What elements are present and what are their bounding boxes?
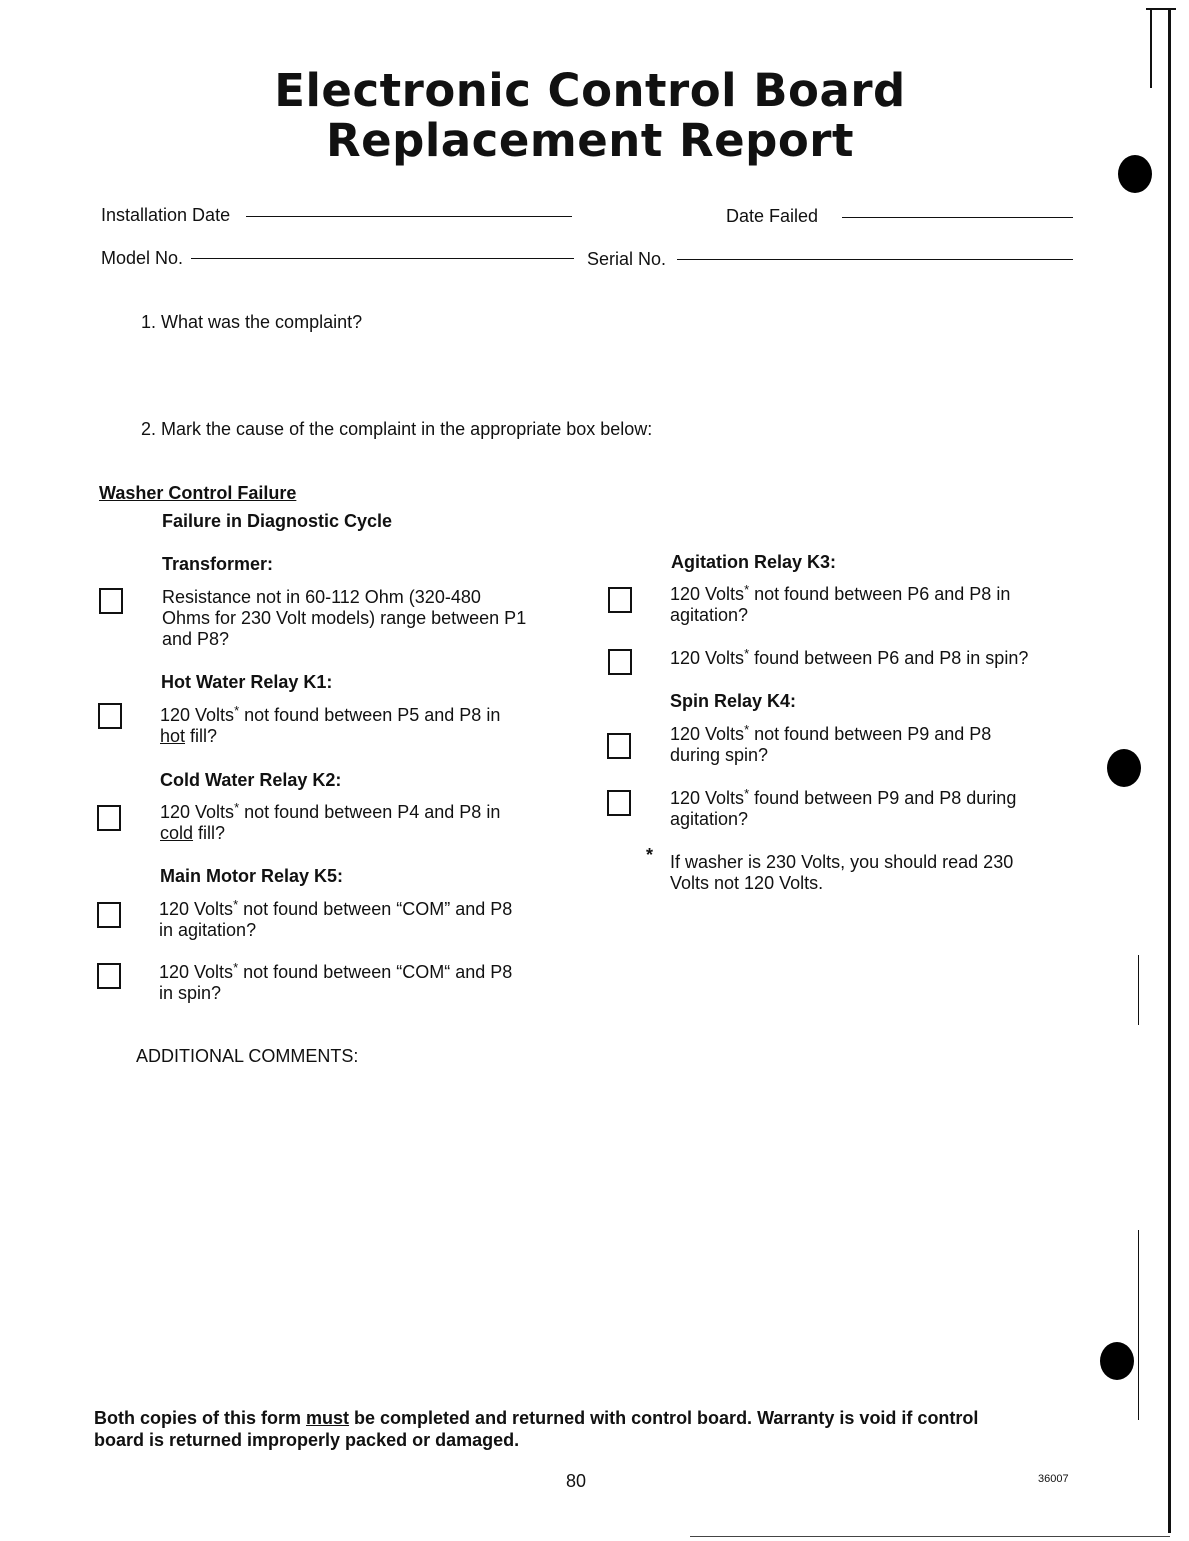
spin-relay-spin-line-2: during spin? (670, 745, 769, 765)
page-title (0, 66, 1180, 166)
title-line-1: Electronic Control Board (274, 64, 906, 117)
hot-underlined: hot (160, 726, 186, 746)
main-motor-spin-text (159, 962, 512, 1004)
main-motor-heading: Main Motor Relay K5: (160, 866, 344, 886)
asterisk: * (233, 960, 239, 975)
asterisk: * (744, 722, 750, 737)
agitation-relay-agitation-text (670, 584, 1010, 626)
footer-notice (94, 1407, 978, 1451)
hot-water-heading: Hot Water Relay K1: (161, 672, 333, 692)
volts-label: 120 Volts (670, 788, 745, 808)
volts-label: 120 Volts (670, 584, 745, 604)
volts-label: 120 Volts (160, 705, 235, 725)
spin-relay-spin-rest: not found between P9 and P8 (749, 724, 992, 744)
cold-water-heading: Cold Water Relay K2: (160, 770, 342, 790)
hot-water-text-rest: not found between P5 and P8 in (239, 705, 501, 725)
asterisk: * (744, 646, 750, 661)
footer-text-a: Both copies of this form (94, 1408, 307, 1428)
installation-date-label: Installation Date (101, 205, 231, 225)
serial-no-line[interactable] (677, 259, 1073, 260)
spin-relay-agitation-checkbox[interactable] (607, 790, 631, 816)
page-edge-line (1168, 8, 1171, 1533)
agitation-relay-heading: Agitation Relay K3: (671, 552, 837, 572)
title-line-2: Replacement Report (326, 114, 854, 167)
model-no-label: Model No. (101, 248, 184, 268)
cold-water-text-rest: not found between P4 and P8 in (239, 802, 501, 822)
main-motor-agitation-checkbox[interactable] (97, 902, 121, 928)
page-number: 80 (566, 1471, 587, 1491)
agitation-relay-agitation-line-2: agitation? (670, 605, 749, 625)
question-1: 1. What was the complaint? (141, 312, 363, 332)
hot-water-checkbox[interactable] (98, 703, 122, 729)
spin-relay-agitation-text (670, 788, 1016, 830)
spin-relay-spin-checkbox[interactable] (607, 733, 631, 759)
transformer-heading: Transformer: (162, 554, 274, 574)
main-motor-agitation-rest: not found between “COM” and P8 (238, 899, 513, 919)
transformer-text-line-3: and P8? (162, 629, 230, 649)
main-motor-spin-checkbox[interactable] (97, 963, 121, 989)
transformer-text-line-1: Resistance not in 60-112 Ohm (320-480 (162, 587, 481, 607)
footer-line-2: board is returned improperly packed or damaged. (94, 1430, 520, 1450)
agitation-relay-spin-text (670, 648, 1028, 669)
cold-underlined: cold (160, 823, 194, 843)
model-no-line[interactable] (191, 258, 574, 259)
main-motor-agitation-text (159, 899, 512, 941)
date-failed-line[interactable] (842, 217, 1073, 218)
cold-water-checkbox[interactable] (97, 805, 121, 831)
note-asterisk: * (646, 845, 654, 865)
hot-fill-text: fill? (185, 726, 218, 746)
binder-hole-middle (1107, 749, 1141, 787)
agitation-relay-spin-rest: found between P6 and P8 in spin? (749, 648, 1029, 668)
question-2: 2. Mark the cause of the complaint in the appropriate box below: (141, 419, 653, 439)
spin-relay-heading: Spin Relay K4: (670, 691, 797, 711)
footer-must: must (306, 1408, 350, 1428)
voltage-note-line-2: Volts not 120 Volts. (670, 873, 824, 893)
page-edge-line (1138, 1230, 1139, 1420)
spin-relay-spin-text (670, 724, 991, 766)
cold-fill-text: fill? (193, 823, 226, 843)
asterisk: * (233, 897, 239, 912)
serial-no-label: Serial No. (587, 249, 667, 269)
transformer-checkbox[interactable] (99, 588, 123, 614)
voltage-note-line-1: If washer is 230 Volts, you should read 230 (670, 852, 1014, 872)
page-edge-line (1138, 955, 1139, 1025)
hot-water-text (160, 705, 500, 747)
transformer-text-line-2: Ohms for 230 Volt models) range between P1 (162, 608, 527, 628)
spin-relay-agitation-rest: found between P9 and P8 during (749, 788, 1017, 808)
main-motor-spin-rest: not found between “COM“ and P8 (238, 962, 513, 982)
asterisk: * (234, 800, 240, 815)
asterisk: * (234, 703, 240, 718)
agitation-relay-agitation-checkbox[interactable] (608, 587, 632, 613)
volts-label: 120 Volts (670, 724, 745, 744)
cold-water-text (160, 802, 500, 844)
asterisk: * (744, 582, 750, 597)
volts-label: 120 Volts (160, 802, 235, 822)
transformer-text (162, 587, 526, 650)
footer-text-b: be completed and returned with control board. Warranty is void if control (349, 1408, 979, 1428)
page-edge-line (1150, 8, 1152, 88)
agitation-relay-agitation-rest: not found between P6 and P8 in (749, 584, 1011, 604)
binder-hole-top (1118, 155, 1152, 193)
subsection-title: Failure in Diagnostic Cycle (162, 511, 393, 531)
installation-date-line[interactable] (246, 216, 572, 217)
additional-comments-label: ADDITIONAL COMMENTS: (136, 1046, 359, 1066)
binder-hole-bottom (1100, 1342, 1134, 1380)
asterisk: * (744, 786, 750, 801)
page-edge-line (690, 1536, 1170, 1537)
volts-label: 120 Volts (159, 962, 234, 982)
agitation-relay-spin-checkbox[interactable] (608, 649, 632, 675)
form-code: 36007 (1038, 1473, 1069, 1485)
voltage-note (670, 852, 1013, 894)
date-failed-label: Date Failed (726, 206, 819, 226)
volts-label: 120 Volts (670, 648, 745, 668)
section-title: Washer Control Failure (99, 483, 297, 503)
volts-label: 120 Volts (159, 899, 234, 919)
main-motor-spin-line-2: in spin? (159, 983, 222, 1003)
page-edge-line (1146, 8, 1176, 10)
spin-relay-agitation-line-2: agitation? (670, 809, 749, 829)
main-motor-agitation-line-2: in agitation? (159, 920, 257, 940)
